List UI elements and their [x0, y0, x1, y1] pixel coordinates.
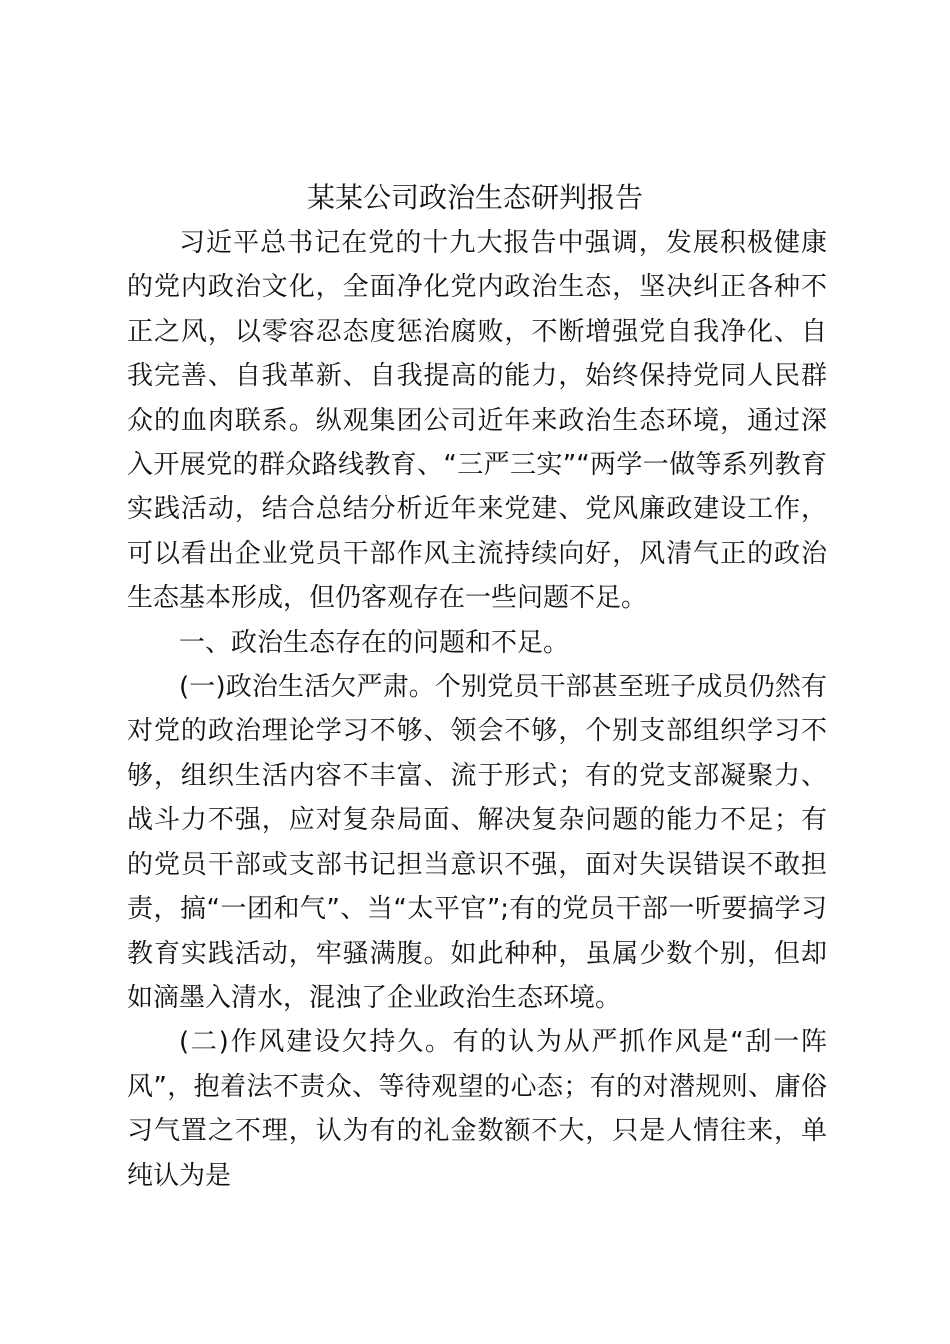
- section-heading-1: 一、政治生态存在的问题和不足。: [179, 627, 570, 658]
- intro-paragraph: 习近平总书记在党的十九大报告中强调，发展积极健康的党内政治文化，全面净化党内政治生态，坚决纠正各种不正之风，以零容忍态度惩治腐败，不断增强党自我净化、自我完善、自我革新、自我提高的能力，始终保持党同人民群众的血肉联系。纵观集团公司近年来政治生态环境，通过深入开展党的群众路线教育、“三严三实”“两学一做等系列教育实践活动，结合总结分析近年来党建、党风廉政建设工作，可以看出企业党员干部作风主流持续向好，风清气正的政治生态基本形成，但仍客观存在一些问题不足。: [127, 228, 827, 614]
- document-body: [127, 221, 827, 1198]
- subsection-paragraph-1: (一)政治生活欠严肃。个别党员干部甚至班子成员仍然有对党的政治理论学习不够、领会不够，个别支部组织学习不够，组织生活内容不丰富、流于形式；有的党支部凝聚力、战斗力不强，应对复杂局面、解决复杂问题的能力不足；有的党员干部或支部书记担当意识不强，面对失误错误不敢担责，搞“一团和气”、当“太平官”;有的党员干部一听要搞学习教育实践活动，牢骚满腹。如此种种，虽属少数个别，但却如滴墨入清水，混浊了企业政治生态环境。: [127, 672, 827, 1013]
- subsection-paragraph-2: (二)作风建设欠持久。有的认为从严抓作风是“刮一阵风”，抱着法不责众、等待观望的心态；有的对潜规则、庸俗习气置之不理，认为有的礼金数额不大，只是人情往来，单纯认为是: [127, 1027, 827, 1191]
- document-title: 某某公司政治生态研判报告: [306, 181, 643, 214]
